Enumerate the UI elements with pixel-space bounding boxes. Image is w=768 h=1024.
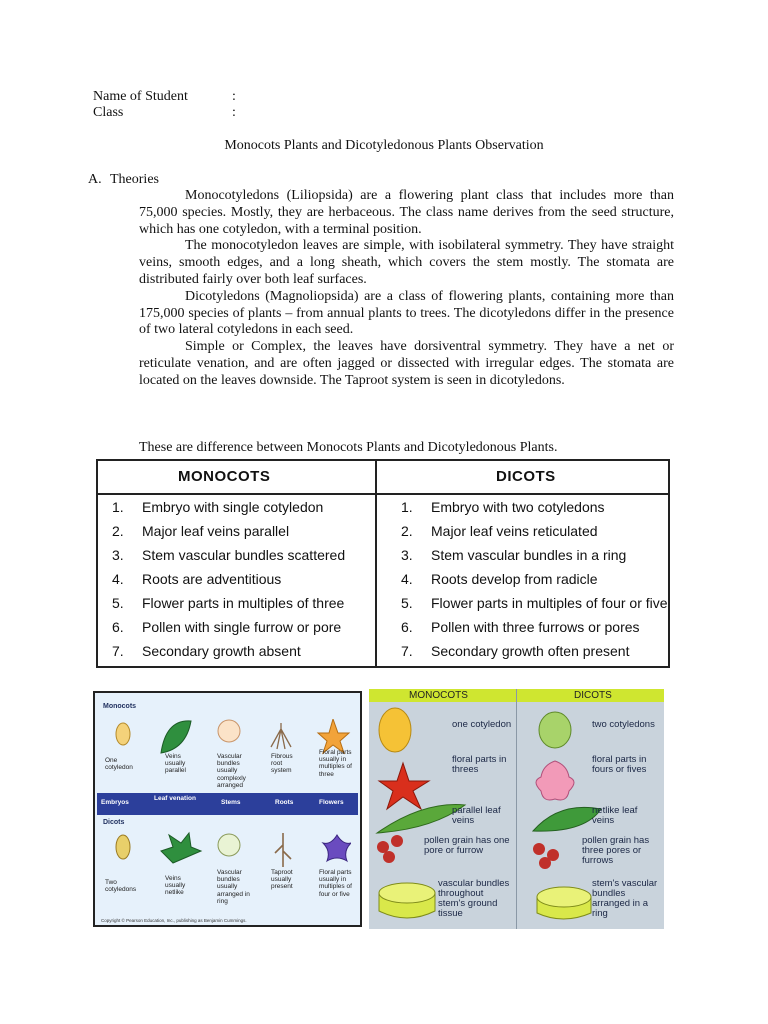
- section-heading: A. Theories: [88, 172, 159, 187]
- leaf-icon: [161, 721, 191, 753]
- list-item: 3. Stem vascular bundles in a ring: [401, 547, 627, 563]
- dicots-list: [401, 499, 668, 667]
- list-item: 5. Flower parts in multiples of four or five: [401, 595, 668, 611]
- list-item: 2. Major leaf veins parallel: [112, 523, 290, 539]
- page-title: Monocots Plants and Dicotyledonous Plants Observation: [224, 138, 544, 153]
- list-item: 2. Major leaf veins reticulated: [401, 523, 598, 539]
- paragraph: The monocotyledon leaves are simple, with isobilateral symmetry. They have straight veins, smooth edges, and a long sheath, which covers the stem mostly. The stomata are distributed fairly over both leaf surfaces.: [139, 238, 674, 287]
- caption: One cotyledon: [105, 757, 133, 772]
- caption: Floral parts usually in multiples of three: [319, 749, 352, 778]
- stem-section-icon: [218, 834, 240, 856]
- caption: Two cotyledons: [105, 879, 137, 894]
- comparison-figure-right: [369, 689, 664, 929]
- paragraph: Simple or Complex, the leaves have dorsiventral symmetry. They have a net or reticulate venation, and are often jagged or dissected with irregular edges. The stomata are located on the leaves downside. The Taproot system is seen in dicotyledons.: [139, 339, 674, 388]
- monocots-header: MONOCOTS: [178, 468, 271, 485]
- list-item: 5. Flower parts in multiples of three: [112, 595, 345, 611]
- caption: Fibrous root system: [271, 753, 293, 775]
- fibrous-root-icon: [271, 723, 291, 749]
- stem-section-icon: [218, 720, 240, 742]
- seed-icon: [116, 723, 130, 745]
- caption: pollen grain has three pores or furrows: [582, 835, 650, 866]
- leaf-icon: [161, 833, 201, 863]
- caption: stem's vascular bundles arranged in a ring: [592, 878, 658, 919]
- theory-text: [139, 188, 674, 390]
- dicot-leaf-icon: [533, 807, 601, 831]
- class-row: Class :: [93, 105, 236, 120]
- pollen-icon: [383, 851, 395, 863]
- caption: floral parts in fours or fives: [592, 754, 647, 775]
- dicots-header: DICOTS: [496, 468, 556, 485]
- table-intro: These are difference between Monocots Plants and Dicotyledonous Plants.: [139, 440, 558, 455]
- lily-flower-icon: [318, 719, 349, 753]
- caption: two cotyledons: [592, 719, 655, 730]
- list-item: 7. Secondary growth often present: [401, 643, 630, 659]
- comparison-figure-left: [93, 691, 362, 927]
- monocots-label: Monocots: [103, 703, 137, 710]
- paragraph: Dicotyledons (Magnoliopsida) are a class of flowering plants, containing more than 175,000 species of plants – from annual plants to trees. The dicotyledons differ in the presence of two lateral cotyledons in each seed.: [139, 288, 674, 338]
- dicot-seed-icon: [539, 712, 571, 748]
- list-item: 1. Embryo with single cotyledon: [112, 499, 324, 515]
- caption: vascular bundles throughout stem's ground tissue: [438, 878, 510, 919]
- category-band: Embryos Leaf venation Stems Roots Flowers: [97, 793, 358, 815]
- list-item: 1. Embryo with two cotyledons: [401, 499, 605, 515]
- copyright: Copyright © Pearson Education, Inc., publishing as Benjamin Cummings.: [101, 918, 247, 923]
- dicots-label: Dicots: [103, 819, 125, 826]
- caption: netlike leaf veins: [592, 805, 638, 826]
- list-item: 6. Pollen with single furrow or pore: [112, 619, 342, 635]
- pollen-icon: [539, 857, 551, 869]
- caption: floral parts in threes: [452, 754, 507, 775]
- comparison-table: [96, 459, 670, 668]
- list-item: 6. Pollen with three furrows or pores: [401, 619, 640, 635]
- caption: parallel leaf veins: [452, 805, 501, 826]
- paragraph: Monocotyledons (Liliopsida) are a flowering plant class that includes more than 75,000 species. Mostly, they are herbaceous. The class name derives from the seed structure, which has one cotyledon, with a terminal position.: [139, 188, 674, 237]
- caption: Veins usually netlike: [165, 875, 186, 897]
- caption: Vascular bundles usually complexly arranged: [217, 753, 246, 789]
- pollen-icon: [391, 835, 403, 847]
- caption: pollen grain has one pore or furrow: [424, 835, 510, 856]
- monocot-seed-icon: [379, 708, 411, 752]
- caption: Taproot usually present: [271, 869, 293, 891]
- caption: Floral parts usually in multiples of four or five: [319, 869, 352, 898]
- pollen-icon: [377, 841, 389, 853]
- list-item: 4. Roots are adventitious: [112, 571, 282, 587]
- caption: Vascular bundles usually arranged in ring: [217, 869, 250, 905]
- monocots-list: [112, 499, 345, 667]
- list-item: 4. Roots develop from radicle: [401, 571, 598, 587]
- seed-icon: [116, 835, 130, 859]
- pollen-icon: [533, 843, 545, 855]
- student-name-row: Name of Student :: [93, 89, 236, 104]
- class-label: Class: [93, 105, 124, 120]
- monocot-flower-icon: [379, 763, 429, 809]
- student-name-label: Name of Student: [93, 89, 188, 104]
- list-item: 3. Stem vascular bundles scattered: [112, 547, 346, 563]
- dicot-flower-icon: [536, 761, 574, 800]
- caption: Veins usually parallel: [165, 753, 186, 775]
- violet-flower-icon: [323, 835, 351, 861]
- figure-header: MONOCOTS DICOTS: [369, 689, 664, 702]
- list-item: 7. Secondary growth absent: [112, 643, 301, 659]
- caption: one cotyledon: [452, 719, 512, 730]
- taproot-icon: [275, 833, 291, 867]
